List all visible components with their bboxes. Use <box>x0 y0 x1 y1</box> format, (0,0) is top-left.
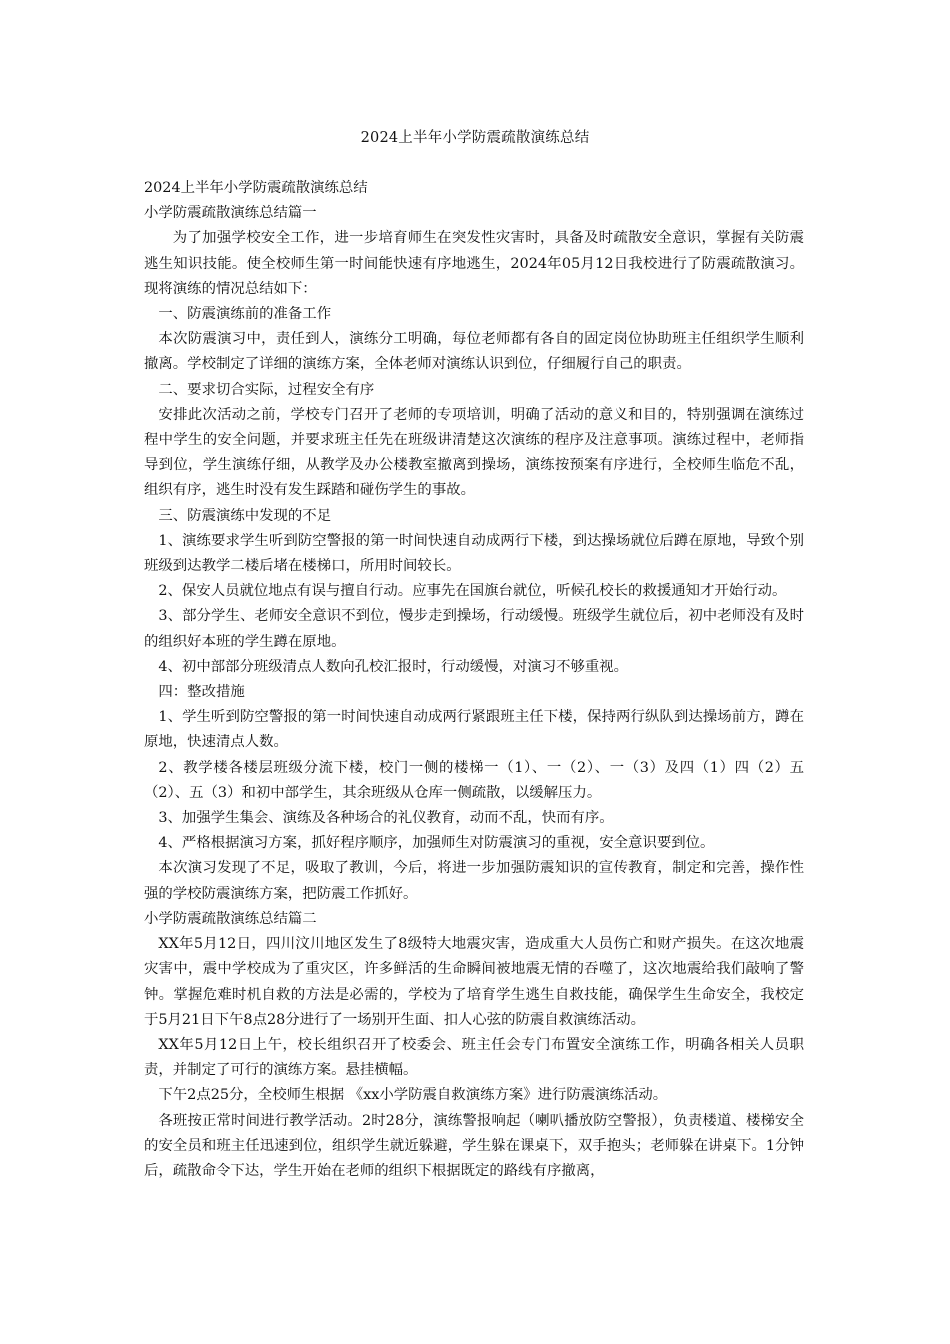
paragraph: 小学防震疏散演练总结篇二 <box>144 910 317 927</box>
paragraph: XX年5月12日，四川汶川地区发生了8级特大地震灾害，造成重大人员伤亡和财产损失。在这次地震灾害中，震中学校成为了重灾区，许多鲜活的生命瞬间被地震无情的吞噬了，这次地震给我们敲响了警钟。掌握危难时机自救的方法是必需的，学校为了培育学生逃生自救技能，确保学生生命安全，我校定于5月21日下午8点28分进行了一场别开生面、扣人心弦的防震自救演练活动。 <box>144 936 804 1028</box>
paragraph: 各班按正常时间进行教学活动。2时28分，演练警报响起（喇叭播放防空警报），负责楼道、楼梯安全的安全员和班主任迅速到位，组织学生就近躲避，学生躲在课桌下，双手抱头；老师躲在讲桌下。1分钟后，疏散命令下达，学生开始在老师的组织下根据既定的路线有序撤离， <box>144 1112 804 1179</box>
paragraph: 下午2点25分，全校师生根据 《xx小学防震自救演练方案》进行防震演练活动。 <box>158 1087 668 1104</box>
paragraph: 4、严格根据演习方案，抓好程序顺序，加强师生对防震演习的重视，安全意识要到位。 <box>158 835 715 852</box>
paragraph: 小学防震疏散演练总结篇一 <box>144 205 317 222</box>
paragraph: 四：整改措施 <box>158 684 245 701</box>
paragraph: 为了加强学校安全工作，进一步培育师生在突发性灾害时，具备及时疏散安全意识，掌握有关防震逃生知识技能。使全校师生第一时间能快速有序地逃生，2024年05月12日我校进行了防震疏散演习。现将演练的情况总结如下： <box>144 230 804 297</box>
paragraph: 1、学生听到防空警报的第一时间快速自动成两行紧跟班主任下楼，保持两行纵队到达操场前方，蹲在原地，快速清点人数。 <box>144 709 804 751</box>
paragraph: 3、部分学生、老师安全意识不到位，慢步走到操场，行动缓慢。班级学生就位后，初中老师没有及时的组织好本班的学生蹲在原地。 <box>144 608 804 650</box>
paragraph: 安排此次活动之前，学校专门召开了老师的专项培训，明确了活动的意义和目的，特别强调在演练过程中学生的安全问题，并要求班主任先在班级讲清楚这次演练的程序及注意事项。演练过程中，老师指导到位，学生演练仔细，从教学及办公楼教室撤离到操场，演练按预案有序进行，全校师生临危不乱，组织有序，逃生时没有发生踩踏和碰伤学生的事故。 <box>144 406 804 499</box>
paragraph: 二、要求切合实际，过程安全有序 <box>158 381 375 398</box>
paragraph: 一、防震演练前的准备工作 <box>158 306 332 323</box>
document-body <box>144 176 804 1184</box>
paragraph: 三、防震演练中发现的不足 <box>158 507 332 524</box>
paragraph: 3、加强学生集会、演练及各种场合的礼仪教育，动而不乱，快而有序。 <box>158 810 614 827</box>
paragraph: 2、教学楼各楼层班级分流下楼，校门一侧的楼梯一（1）、一（2）、一（3）及四（1）四（2）五（2）、五（3）和初中部学生，其余班级从仓库一侧疏散，以缓解压力。 <box>144 759 804 801</box>
paragraph: 本次防震演习中，责任到人，演练分工明确，每位老师都有各自的固定岗位协助班主任组织学生顺利撤离。学校制定了详细的演练方案，全体老师对演练认识到位，仔细履行自己的职责。 <box>144 331 804 373</box>
paragraph: XX年5月12日上午，校长组织召开了校委会、班主任会专门布置安全演练工作，明确各相关人员职责，并制定了可行的演练方案。悬挂横幅。 <box>144 1036 804 1079</box>
paragraph: 2、保安人员就位地点有误与擅自行动。应事先在国旗台就位，听候孔校长的救援通知才开始行动。 <box>158 583 787 600</box>
document-title: 2024上半年小学防震疏散演练总结 <box>360 130 590 146</box>
paragraph: 4、初中部部分班级清点人数向孔校汇报时，行动缓慢，对演习不够重视。 <box>158 658 629 675</box>
paragraph: 本次演习发现了不足，吸取了教训，今后，将进一步加强防震知识的宣传教育，制定和完善，操作性强的学校防震演练方案，把防震工作抓好。 <box>144 860 804 902</box>
paragraph: 2024上半年小学防震疏散演练总结 <box>144 180 368 196</box>
paragraph: 1、演练要求学生听到防空警报的第一时间快速自动成两行下楼，到达操场就位后蹲在原地，导致个别班级到达教学二楼后堵在楼梯口，所用时间较长。 <box>144 532 804 575</box>
